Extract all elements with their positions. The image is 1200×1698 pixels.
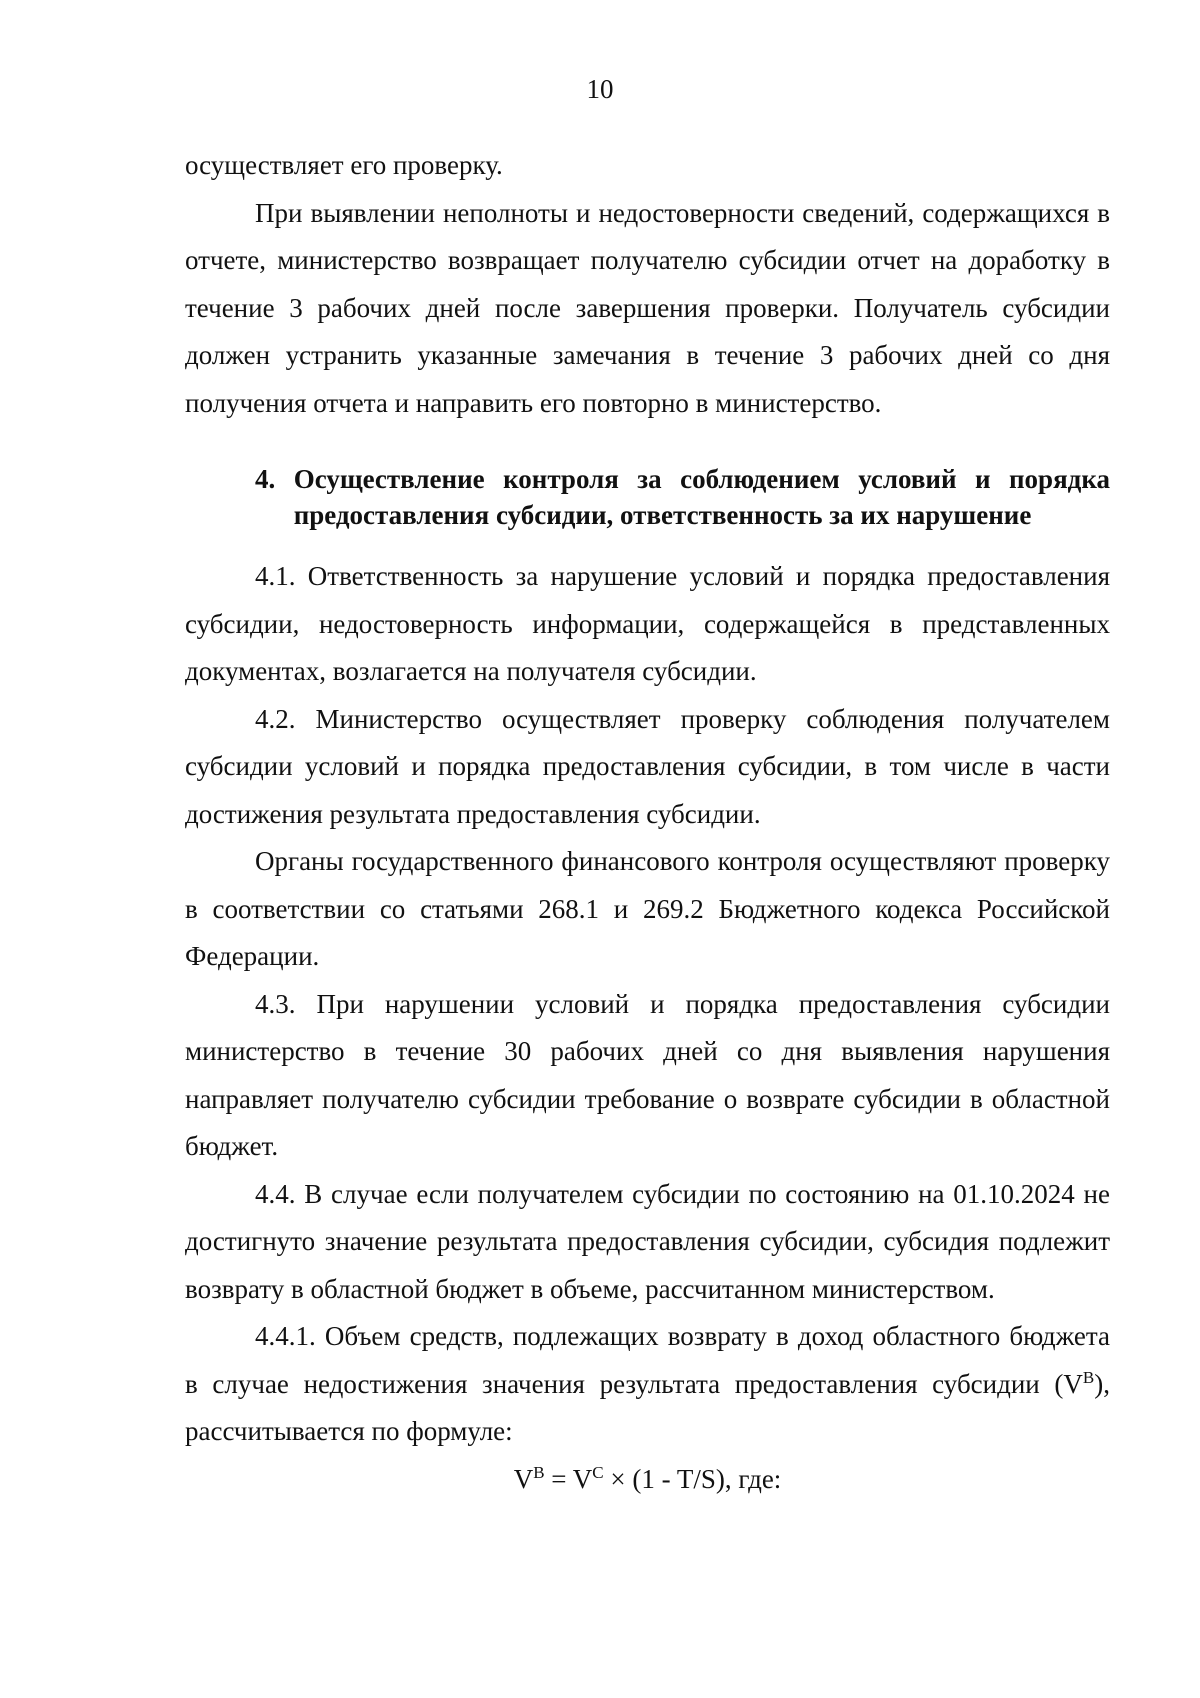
formula-rhs: V <box>572 1463 593 1494</box>
formula-tail: × (1 - T/S), где: <box>603 1463 782 1494</box>
page-number: 10 <box>586 74 614 104</box>
formula-lhs: V <box>513 1463 534 1494</box>
section-4-heading-line-1: 4. Осуществление контроля за соблюдением условий и порядка <box>255 464 1110 494</box>
paragraph-4-4-1-superscript: B <box>1082 1367 1095 1387</box>
formula-rhs-superscript: C <box>592 1462 604 1482</box>
formula-lhs-superscript: B <box>533 1462 545 1482</box>
paragraph-4-3: 4.3. При нарушении условий и порядка предоставления субсидии министерство в течение 30 рабочих дней со дня выявления нарушения направляет получателю субсидии требование о возврате субсидии в областной бюджет. <box>185 988 1110 1161</box>
paragraph-4-1: 4.1. Ответственность за нарушение условий и порядка предоставления субсидии, недостоверность информации, содержащейся в представленных документах, возлагается на получателя субсидии. <box>185 561 1110 686</box>
paragraph-4-2-control-bodies: Органы государственного финансового контроля осуществляют проверку в соответствии со статьями 268.1 и 269.2 Бюджетного кодекса Российской Федерации. <box>185 846 1110 971</box>
paragraph-4-4: 4.4. В случае если получателем субсидии по состоянию на 01.10.2024 не достигнуто значение результата предоставления субсидии, субсидия подлежит возврату в областной бюджет в объеме, рассчитанном министерством. <box>185 1178 1110 1304</box>
paragraph-report-correction: При выявлении неполноты и недостоверности сведений, содержащихся в отчете, министерство возвращает получателю субсидии отчет на доработку в течение 3 рабочих дней после завершения проверки. Получатель субсидии должен устранить указанные замечания в течение 3 рабочих дней со дня получения отчета и направить его повторно в министерство. <box>185 197 1110 418</box>
paragraph-continuation: осуществляет его проверку. <box>185 150 503 180</box>
refund-formula <box>185 1456 1110 1504</box>
document-body <box>185 142 1110 1503</box>
paragraph-4-4-1-text-end: ), рассчитывается по формуле: <box>185 1368 1110 1446</box>
paragraph-4-2: 4.2. Министерство осуществляет проверку соблюдения получателем субсидии условий и порядка предоставления субсидии, в том числе в части достижения результата предоставления субсидии. <box>185 703 1110 829</box>
paragraph-4-4-1-text-start: 4.4.1. Объем средств, подлежащих возврату в доход областного бюджета в случае недостижения значения результата предоставления субсидии (V <box>185 1321 1110 1399</box>
formula-equals: = <box>544 1463 573 1494</box>
paragraph-4-4-1 <box>185 1313 1110 1456</box>
section-4-heading-line-2: предоставления субсидии, ответственность за их нарушение <box>293 500 1032 530</box>
section-4-heading <box>185 461 1110 533</box>
